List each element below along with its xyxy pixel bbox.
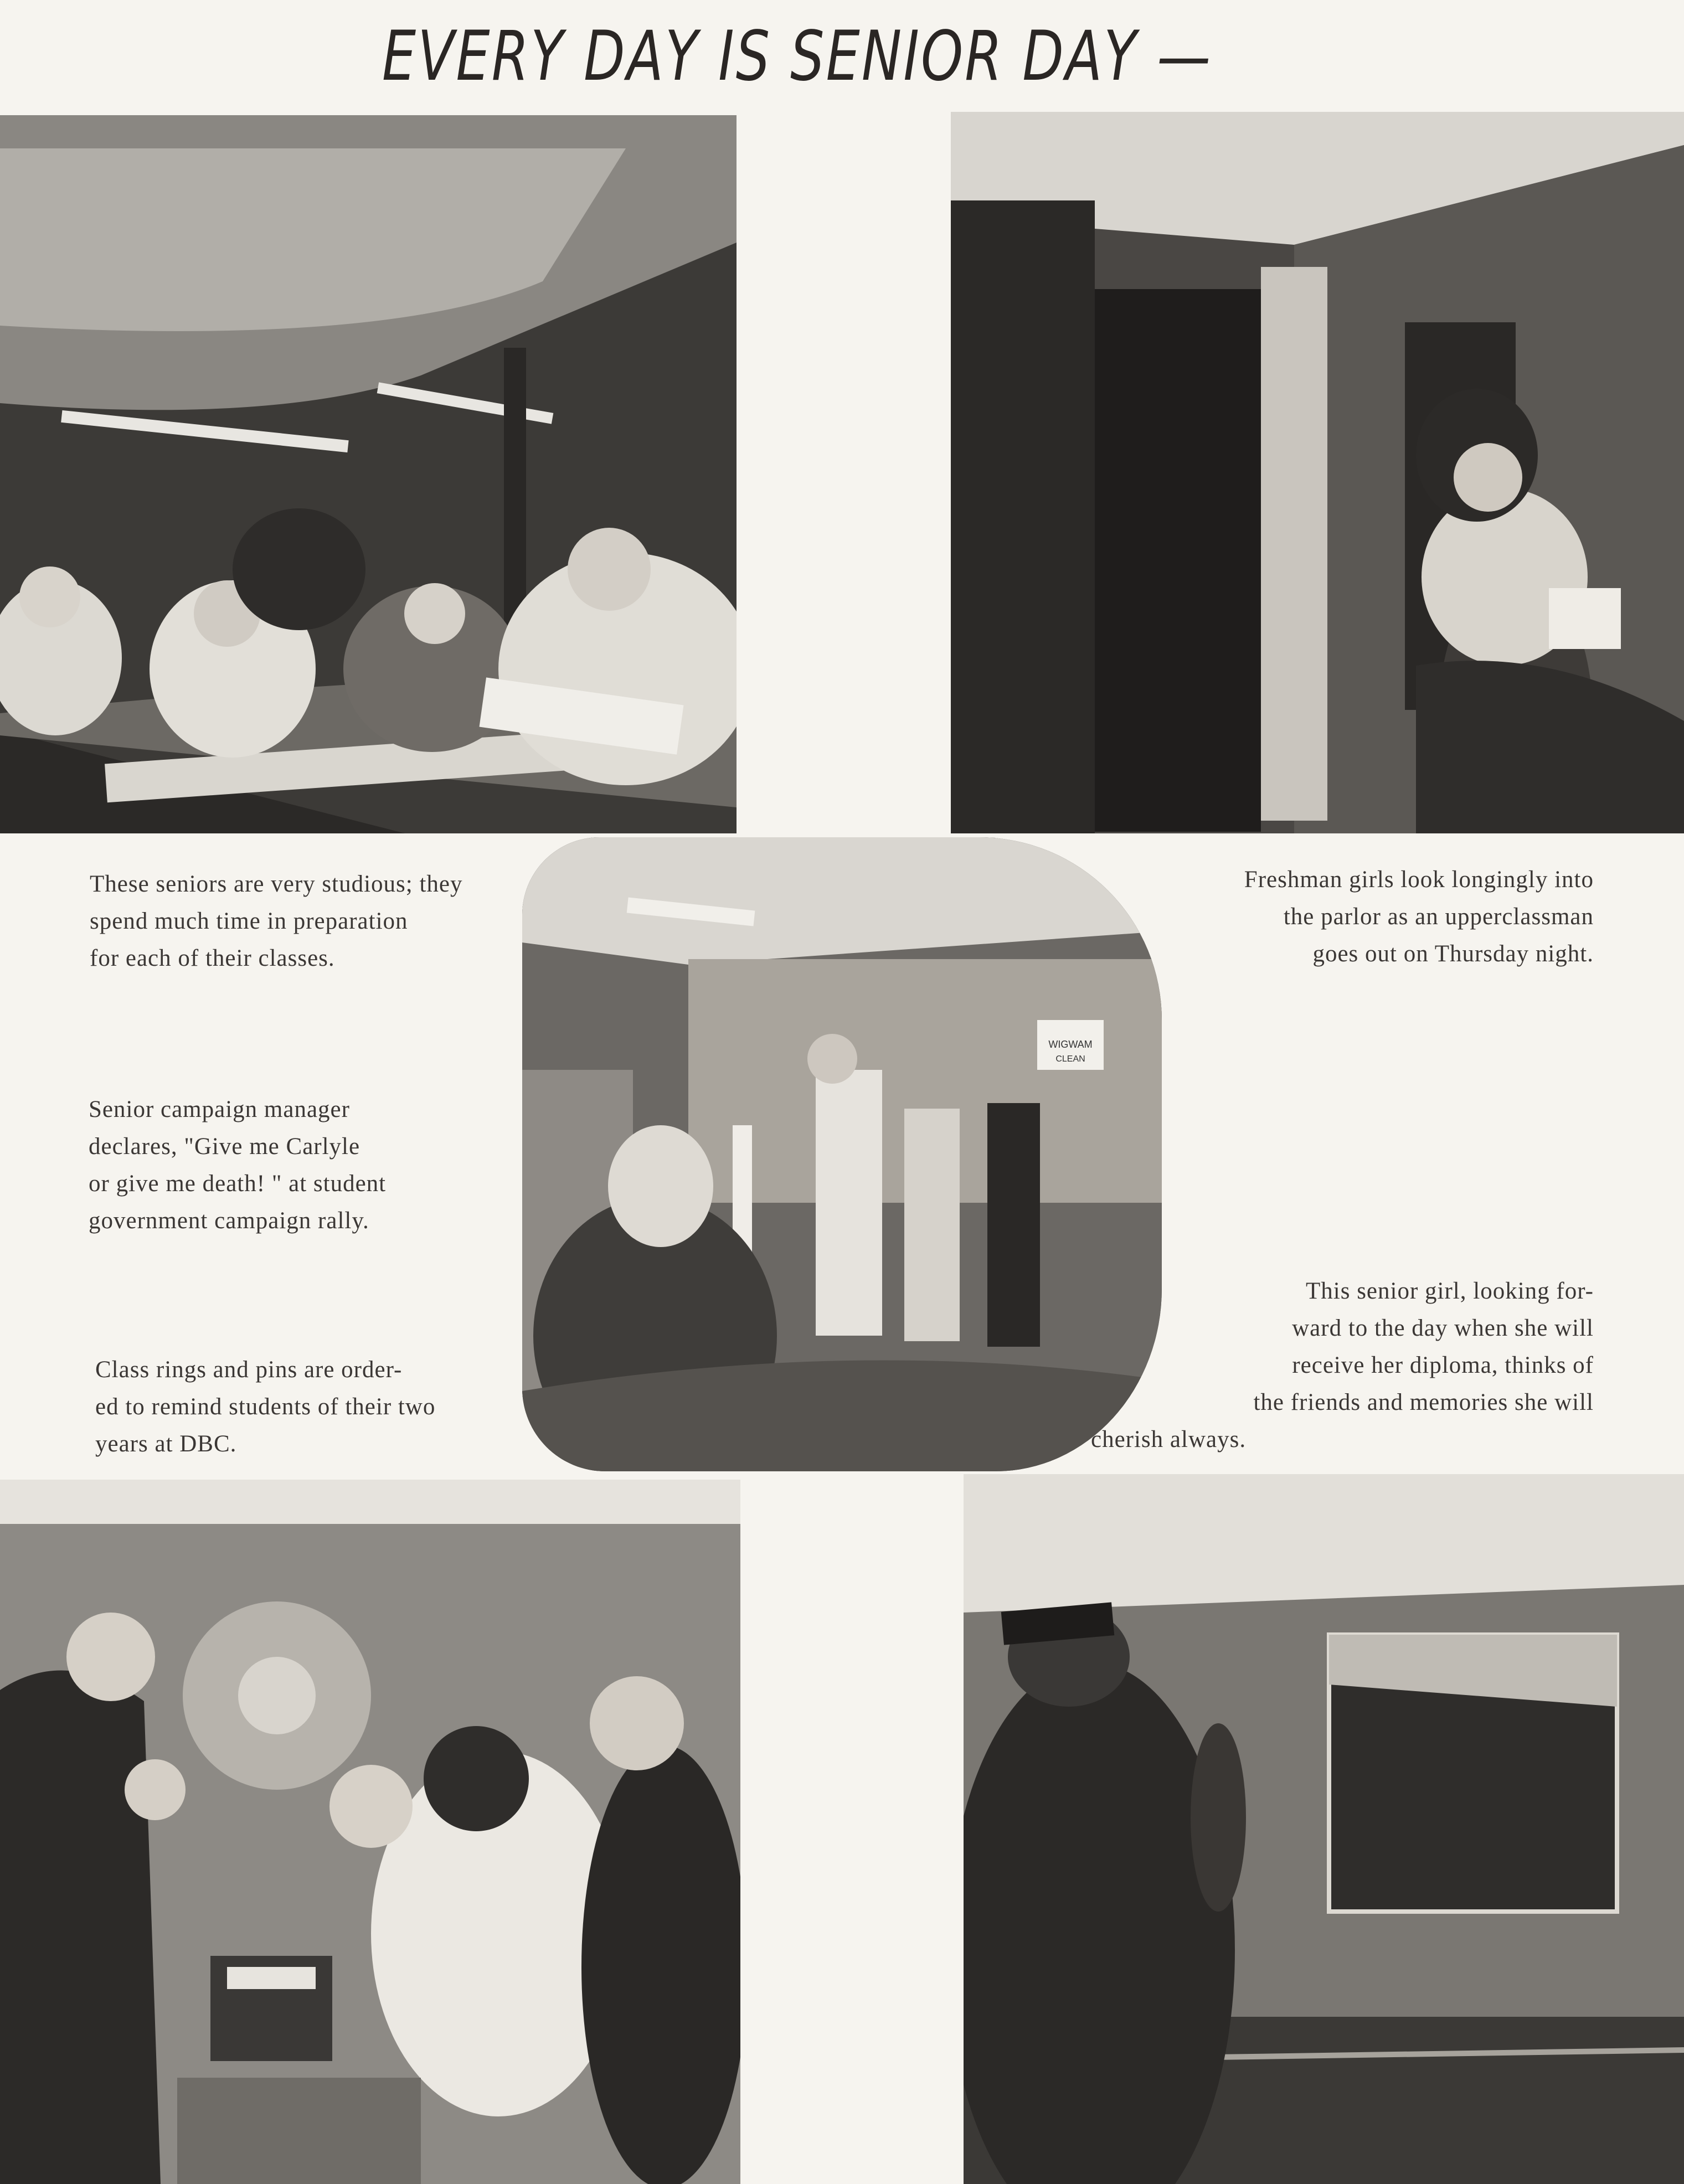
caption-line: Class rings and pins are order- [95, 1357, 403, 1383]
class-rings-photo [0, 1480, 740, 2184]
caption-line: cherish always. [1091, 1426, 1247, 1452]
caption-line: for each of their classes. [90, 945, 335, 971]
caption-line: These seniors are very studious; they [90, 871, 463, 897]
caption-line: years at DBC. [95, 1431, 237, 1457]
caption-freshman-girls [1102, 861, 1594, 972]
caption-senior-girl [1091, 1273, 1594, 1458]
caption-line: Freshman girls look longingly into [1244, 867, 1594, 893]
caption-line: spend much time in preparation [90, 908, 408, 934]
caption-line: ed to remind students of their two [95, 1394, 436, 1420]
page-title: EVERY DAY IS SENIOR DAY — [382, 17, 1213, 96]
caption-line: Senior campaign manager [89, 1096, 350, 1122]
library-study-photo [0, 115, 737, 833]
caption-studious-seniors [90, 866, 544, 977]
campaign-rally-photo [522, 837, 1162, 1471]
caption-line: declares, "Give me Carlyle [89, 1134, 361, 1160]
caption-line: receive her diploma, thinks of [1292, 1352, 1594, 1378]
caption-line: goes out on Thursday night. [1312, 941, 1594, 967]
caption-line: government campaign rally. [89, 1208, 369, 1234]
clean-sign: CLEAN [1055, 1054, 1085, 1064]
caption-line: or give me death! " at student [89, 1171, 387, 1197]
cap-and-gown-photo [964, 1474, 1684, 2184]
caption-class-rings [95, 1351, 516, 1462]
wigwam-sign: WIGWAM [1048, 1039, 1093, 1050]
caption-line: This senior girl, looking for- [1306, 1278, 1594, 1304]
parlor-door-photo [951, 112, 1684, 833]
caption-line: ward to the day when she will [1292, 1315, 1594, 1341]
caption-line: the parlor as an upperclassman [1283, 904, 1594, 930]
caption-line: the friends and memories she will [1253, 1389, 1594, 1415]
caption-campaign-manager [89, 1091, 476, 1239]
